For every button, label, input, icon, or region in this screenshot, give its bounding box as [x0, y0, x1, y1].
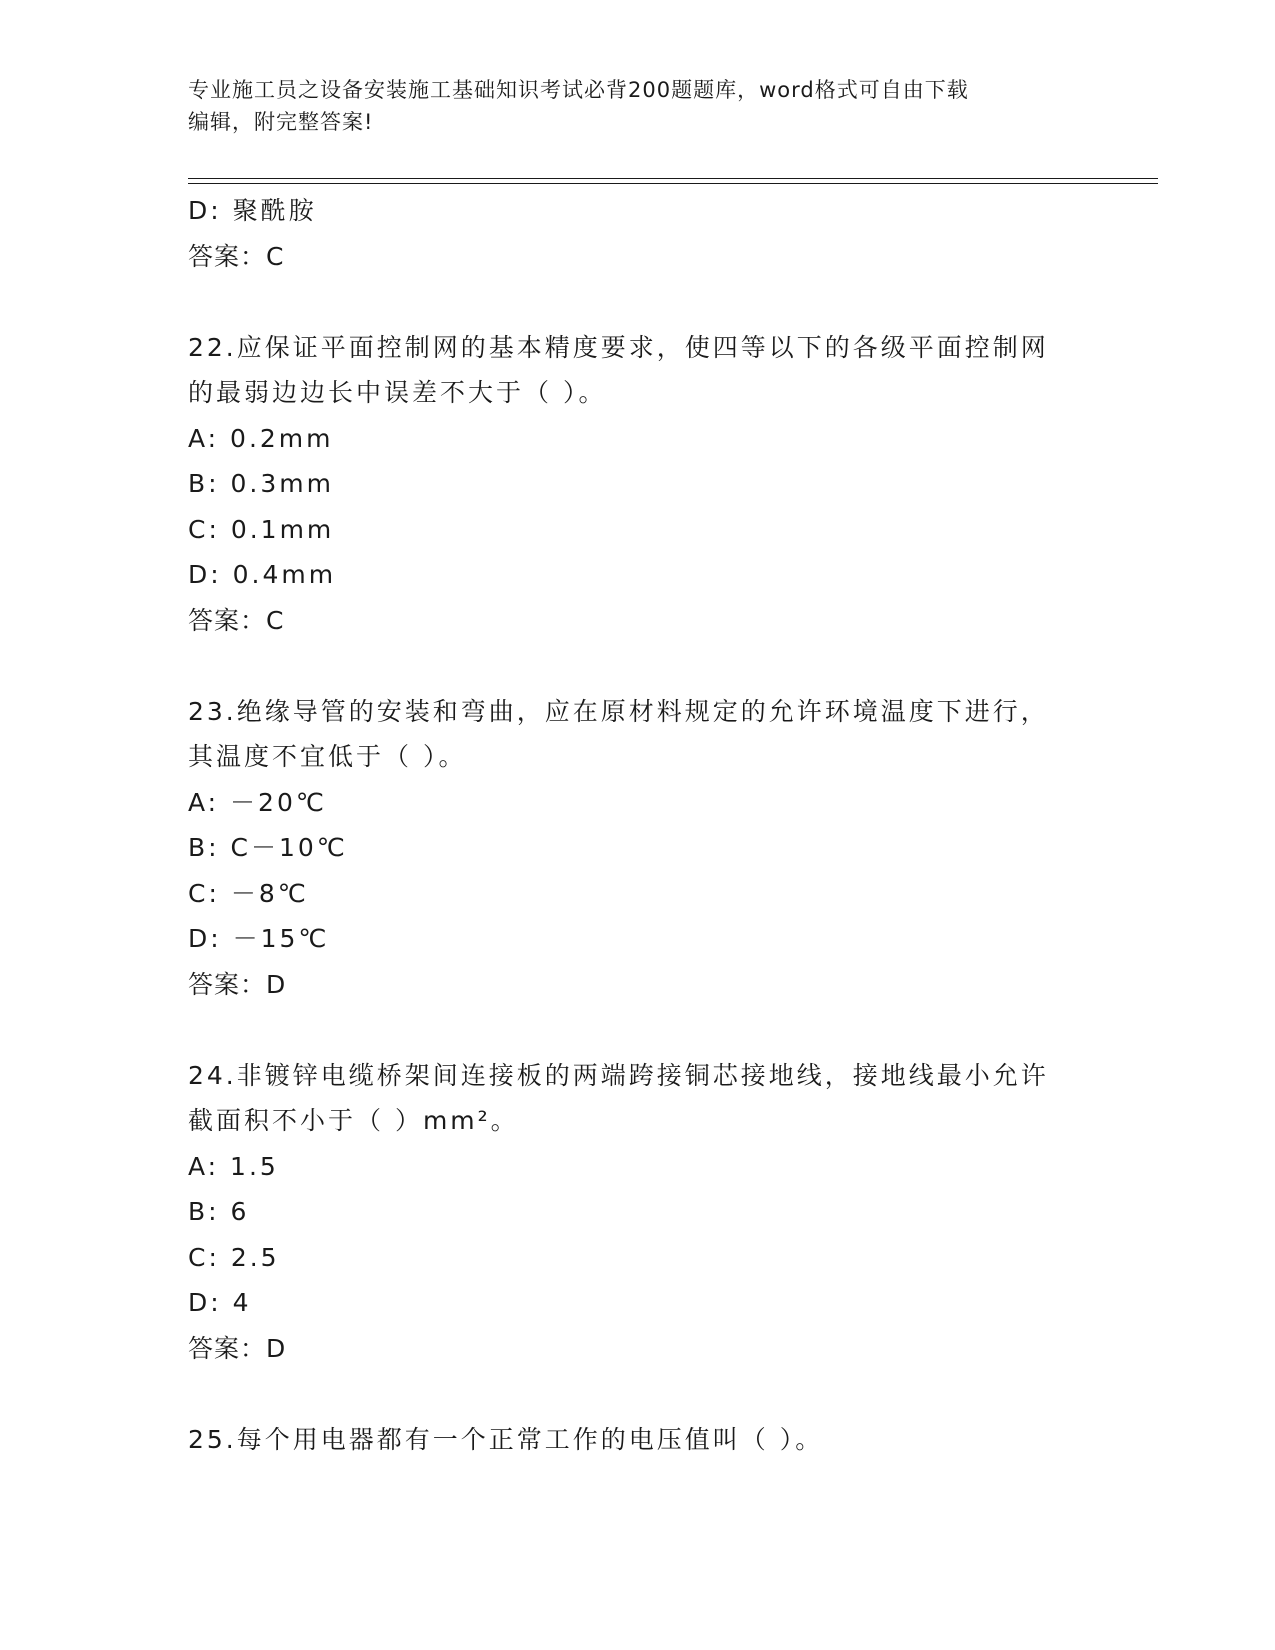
- document-page: [188, 0, 1158, 1650]
- option-c: C: 2.5: [188, 1242, 280, 1272]
- question-text-line-1: 22.应保证平面控制网的基本精度要求，使四等以下的各级平面控制网: [188, 332, 1049, 362]
- question-25: [188, 1417, 1088, 1463]
- question-23: [188, 689, 1088, 780]
- header-line-1: 专业施工员之设备安装施工基础知识考试必背200题题库，word格式可自由下载: [188, 78, 969, 102]
- page-header: [188, 74, 1068, 138]
- question-24: [188, 1053, 1088, 1144]
- answer-line: 答案：C: [188, 241, 285, 271]
- spacer: [188, 279, 1158, 325]
- answer-line: 答案：D: [188, 969, 287, 999]
- header-line-2: 编辑，附完整答案!: [188, 110, 374, 134]
- spacer: [188, 1371, 1158, 1417]
- option-d: D: 聚酰胺: [188, 196, 317, 225]
- question-text-line-1: 23.绝缘导管的安装和弯曲，应在原材料规定的允许环境温度下进行，: [188, 696, 1049, 726]
- option-a: A: 1.5: [188, 1151, 279, 1181]
- question-text-line-2: 截面积不小于（ ）mm²。: [188, 1106, 519, 1135]
- answer-line: 答案：D: [188, 1333, 287, 1363]
- question-22: [188, 325, 1088, 416]
- option-c: C: 0.1mm: [188, 514, 335, 544]
- question-text-line-2: 的最弱边边长中误差不大于（ ）。: [188, 378, 607, 407]
- document-body: [188, 188, 1158, 1462]
- option-b: B: C－10℃: [188, 833, 348, 862]
- option-a: A: －20℃: [188, 787, 327, 817]
- option-b: B: 0.3mm: [188, 469, 334, 498]
- spacer: [188, 1007, 1158, 1053]
- question-text-line-1: 25.每个用电器都有一个正常工作的电压值叫（ ）。: [188, 1424, 824, 1454]
- header-divider: [188, 178, 1158, 184]
- option-d: D: 4: [188, 1288, 252, 1317]
- option-d: D: 0.4mm: [188, 560, 337, 589]
- option-c: C: －8℃: [188, 878, 309, 908]
- question-text-line-1: 24.非镀锌电缆桥架间连接板的两端跨接铜芯接地线，接地线最小允许: [188, 1060, 1049, 1090]
- spacer: [188, 643, 1158, 689]
- option-a: A: 0.2mm: [188, 423, 334, 453]
- option-d: D: －15℃: [188, 924, 330, 953]
- option-b: B: 6: [188, 1197, 250, 1226]
- question-text-line-2: 其温度不宜低于（ ）。: [188, 742, 467, 771]
- answer-line: 答案：C: [188, 605, 285, 635]
